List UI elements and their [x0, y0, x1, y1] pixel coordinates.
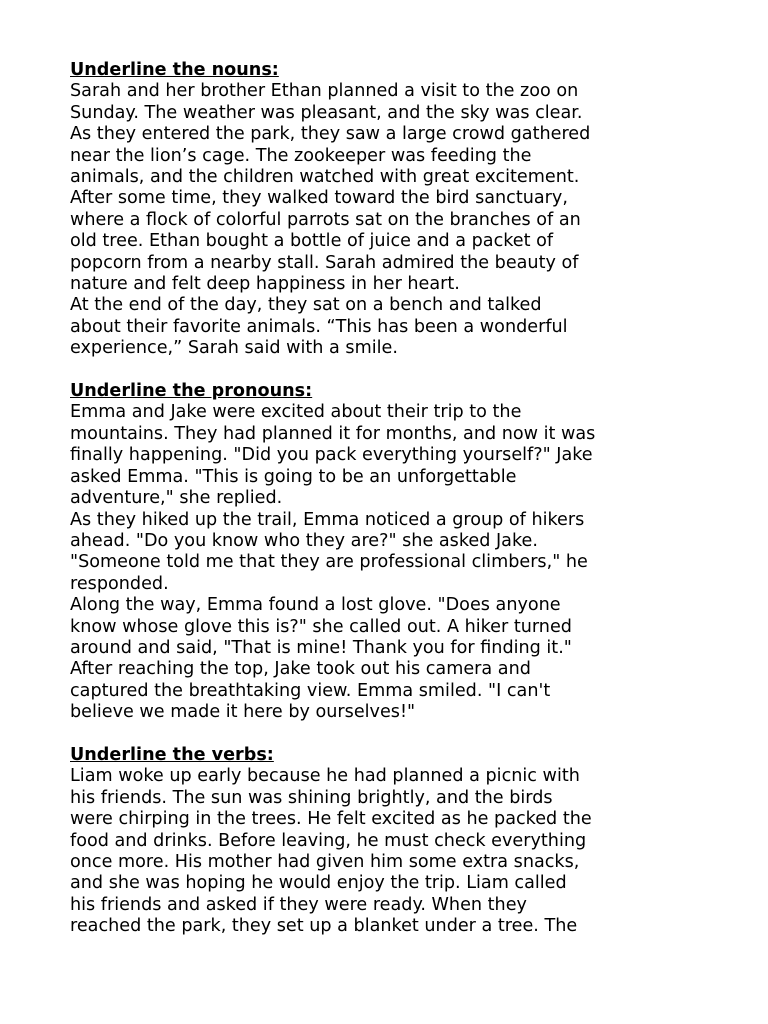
- text-line: believe we made it here by ourselves!": [70, 702, 416, 723]
- text-line: ahead. "Do you know who they are?" she asked Jake.: [70, 530, 538, 551]
- text-line: asked Emma. "This is going to be an unforgettable: [70, 466, 517, 487]
- text-line: Sarah and her brother Ethan planned a visit to the zoo on: [70, 81, 579, 102]
- text-line: nature and felt deep happiness in her heart.: [70, 274, 460, 295]
- text-line: old tree. Ethan bought a bottle of juice and a packet of: [70, 231, 554, 252]
- text-line: near the lion’s cage. The zookeeper was feeding the: [70, 145, 532, 166]
- section-heading: Underline the pronouns:: [70, 381, 313, 402]
- text-line: After some time, they walked toward the bird sanctuary,: [70, 188, 568, 209]
- text-line: At the end of the day, they sat on a bench and talked: [70, 295, 542, 316]
- text-line: where a flock of colorful parrots sat on the branches of an: [70, 209, 581, 230]
- text-line: his friends and asked if they were ready. When they: [70, 894, 527, 915]
- section-heading: Underline the nouns:: [70, 60, 279, 80]
- text-line: "Someone told me that they are professional climbers," he: [70, 552, 588, 573]
- verbs-section: [70, 745, 720, 938]
- text-line: After reaching the top, Jake took out his camera and: [70, 659, 531, 680]
- paragraph: [70, 510, 720, 596]
- nouns-section: [70, 60, 720, 360]
- paragraph: [70, 402, 720, 509]
- text-line: about their favorite animals. “This has been a wonderful: [70, 316, 568, 337]
- section-heading: Underline the verbs:: [70, 744, 274, 765]
- text-line: around and said, "That is mine! Thank you for finding it.": [70, 637, 572, 658]
- text-line: Sunday. The weather was pleasant, and the sky was clear.: [70, 102, 583, 123]
- text-line: and she was hoping he would enjoy the trip. Liam called: [70, 873, 567, 894]
- text-line: responded.: [70, 573, 169, 594]
- text-line: know whose glove this is?" she called out. A hiker turned: [70, 616, 572, 637]
- text-line: As they hiked up the trail, Emma noticed a group of hikers: [70, 509, 585, 530]
- paragraph: [70, 595, 720, 659]
- text-line: Liam woke up early because he had planned a picnic with: [70, 766, 580, 787]
- text-line: popcorn from a nearby stall. Sarah admired the beauty of: [70, 252, 579, 273]
- paragraph: [70, 766, 720, 937]
- pronouns-section: [70, 381, 720, 724]
- text-line: adventure," she replied.: [70, 488, 283, 509]
- text-line: finally happening. "Did you pack everything yourself?" Jake: [70, 445, 593, 466]
- text-line: Along the way, Emma found a lost glove. "Does anyone: [70, 595, 561, 616]
- text-line: food and drinks. Before leaving, he must check everything: [70, 830, 587, 851]
- worksheet-page: [70, 60, 720, 959]
- paragraph: [70, 295, 720, 359]
- text-line: As they entered the park, they saw a large crowd gathered: [70, 124, 591, 145]
- text-line: mountains. They had planned it for months, and now it was: [70, 423, 596, 444]
- text-line: animals, and the children watched with great excitement.: [70, 167, 580, 188]
- paragraph: [70, 659, 720, 723]
- text-line: his friends. The sun was shining brightly, and the birds: [70, 787, 553, 808]
- text-line: Emma and Jake were excited about their trip to the: [70, 402, 522, 423]
- text-line: once more. His mother had given him some extra snacks,: [70, 852, 580, 872]
- text-line: experience,” Sarah said with a smile.: [70, 338, 398, 359]
- text-line: reached the park, they set up a blanket under a tree. The: [70, 916, 578, 937]
- paragraph: [70, 81, 720, 295]
- text-line: captured the breathtaking view. Emma smiled. "I can't: [70, 680, 551, 701]
- text-line: were chirping in the trees. He felt excited as he packed the: [70, 809, 592, 830]
